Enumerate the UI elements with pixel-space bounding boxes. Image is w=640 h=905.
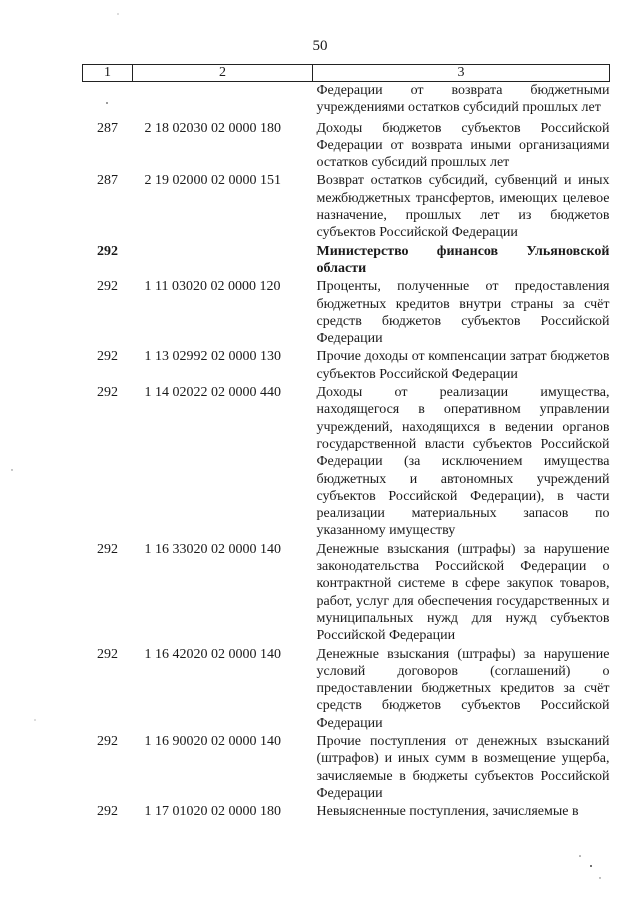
budget-classification-code-cell: 1 13 02992 02 0000 130 xyxy=(144,349,281,365)
table-row xyxy=(83,82,610,120)
admin-code-cell: 292 xyxy=(97,279,118,295)
revenue-name-cell: Денежные взыскания (штрафы) за нарушение условий договоров (соглашений) о предоставлении бюджетных кредитов за счёт средств бюджетов субъектов Российской Федерации xyxy=(316,646,610,731)
admin-code-cell: 292 xyxy=(97,541,118,557)
admin-code-cell: 292 xyxy=(97,243,118,259)
revenue-name-cell: Невыясненные поступления, зачисляемые в xyxy=(316,804,579,820)
table-row xyxy=(83,733,610,803)
revenue-name-cell: Доходы бюджетов субъектов Российской Федерации от возврата иными организациями остатков субсидий прошлых лет xyxy=(316,120,610,171)
table-row xyxy=(83,243,610,279)
scan-speck xyxy=(117,13,118,14)
budget-classification-code-cell: 1 16 90020 02 0000 140 xyxy=(144,733,281,749)
revenue-name-cell: Прочие поступления от денежных взысканий (штрафов) и иных сумм в возмещение ущерба, зачисляемые в бюджеты субъектов Российской Федерации xyxy=(316,733,610,801)
table-row xyxy=(83,646,610,733)
budget-classification-code-cell: 1 17 01020 02 0000 180 xyxy=(144,804,281,820)
budget-classification-code-cell xyxy=(133,243,313,279)
admin-code-cell: 287 xyxy=(97,173,118,189)
scan-speck xyxy=(599,877,600,878)
budget-classification-code-cell: 1 16 33020 02 0000 140 xyxy=(144,541,281,557)
table-row xyxy=(83,172,610,242)
budget-classification-code-cell: 1 11 03020 02 0000 120 xyxy=(144,279,281,295)
admin-code-cell: 292 xyxy=(97,733,118,749)
admin-code-cell: 287 xyxy=(97,120,118,136)
table-body xyxy=(83,82,610,822)
table-row xyxy=(83,278,610,348)
revenue-codes-table xyxy=(82,64,610,821)
revenue-name-cell: Денежные взыскания (штрафы) за нарушение законодательства Российской Федерации о контрактной системе в сфере закупок товаров, работ, услуг для обеспечения государственных и муниципальных нужд для нужд субъектов Российской Федерации xyxy=(316,541,610,644)
scan-speck xyxy=(579,855,581,857)
page-number: 50 xyxy=(312,38,328,54)
column-header-admin: 1 xyxy=(83,65,133,82)
table-row xyxy=(83,541,610,646)
admin-code-cell: 292 xyxy=(97,385,118,401)
table-row xyxy=(83,384,610,541)
admin-code-cell: 292 xyxy=(97,804,118,820)
table-row xyxy=(83,803,610,821)
revenue-name-cell: Возврат остатков субсидий, субвенций и иных межбюджетных трансфертов, имеющих целевое назначение, прошлых лет из бюджетов субъектов Российской Федерации xyxy=(316,173,610,241)
scan-speck xyxy=(590,865,592,867)
column-header-name: 3 xyxy=(313,65,610,82)
revenue-name-cell: Прочие доходы от компенсации затрат бюджетов субъектов Российской Федерации xyxy=(316,349,610,382)
budget-classification-code-cell: 2 18 02030 02 0000 180 xyxy=(144,120,281,136)
budget-classification-code-cell xyxy=(133,82,313,120)
scan-speck xyxy=(11,469,12,470)
budget-classification-code-cell: 2 19 02000 02 0000 151 xyxy=(144,173,281,189)
administrator-name-cell: Министерство финансов Ульяновской области xyxy=(316,243,610,276)
budget-classification-code-cell: 1 16 42020 02 0000 140 xyxy=(144,646,281,662)
admin-code-cell: 292 xyxy=(97,349,118,365)
revenue-name-cell: Доходы от реализации имущества, находящегося в оперативном управлении учреждений, находящихся в ведении органов государственной власти субъектов Российской Федерации (за исключением имущества бюджетных и автономных учреждений субъектов Российской Федерации), в части реализации материальных запасов по указанному имуществу xyxy=(316,385,610,539)
column-header-code: 2 xyxy=(133,65,313,82)
admin-code-cell: 292 xyxy=(97,646,118,662)
admin-code-cell xyxy=(83,82,133,120)
table-row xyxy=(83,120,610,173)
revenue-name-cell: Проценты, полученные от предоставления бюджетных кредитов внутри страны за счёт средств бюджетов субъектов Российской Федерации xyxy=(316,279,610,347)
table-row xyxy=(83,348,610,384)
budget-classification-code-cell: 1 14 02022 02 0000 440 xyxy=(144,385,281,401)
revenue-name-cell: Федерации от возврата бюджетными учреждениями остатков субсидий прошлых лет xyxy=(316,83,610,116)
table-header xyxy=(83,65,610,82)
scan-speck xyxy=(34,719,35,720)
